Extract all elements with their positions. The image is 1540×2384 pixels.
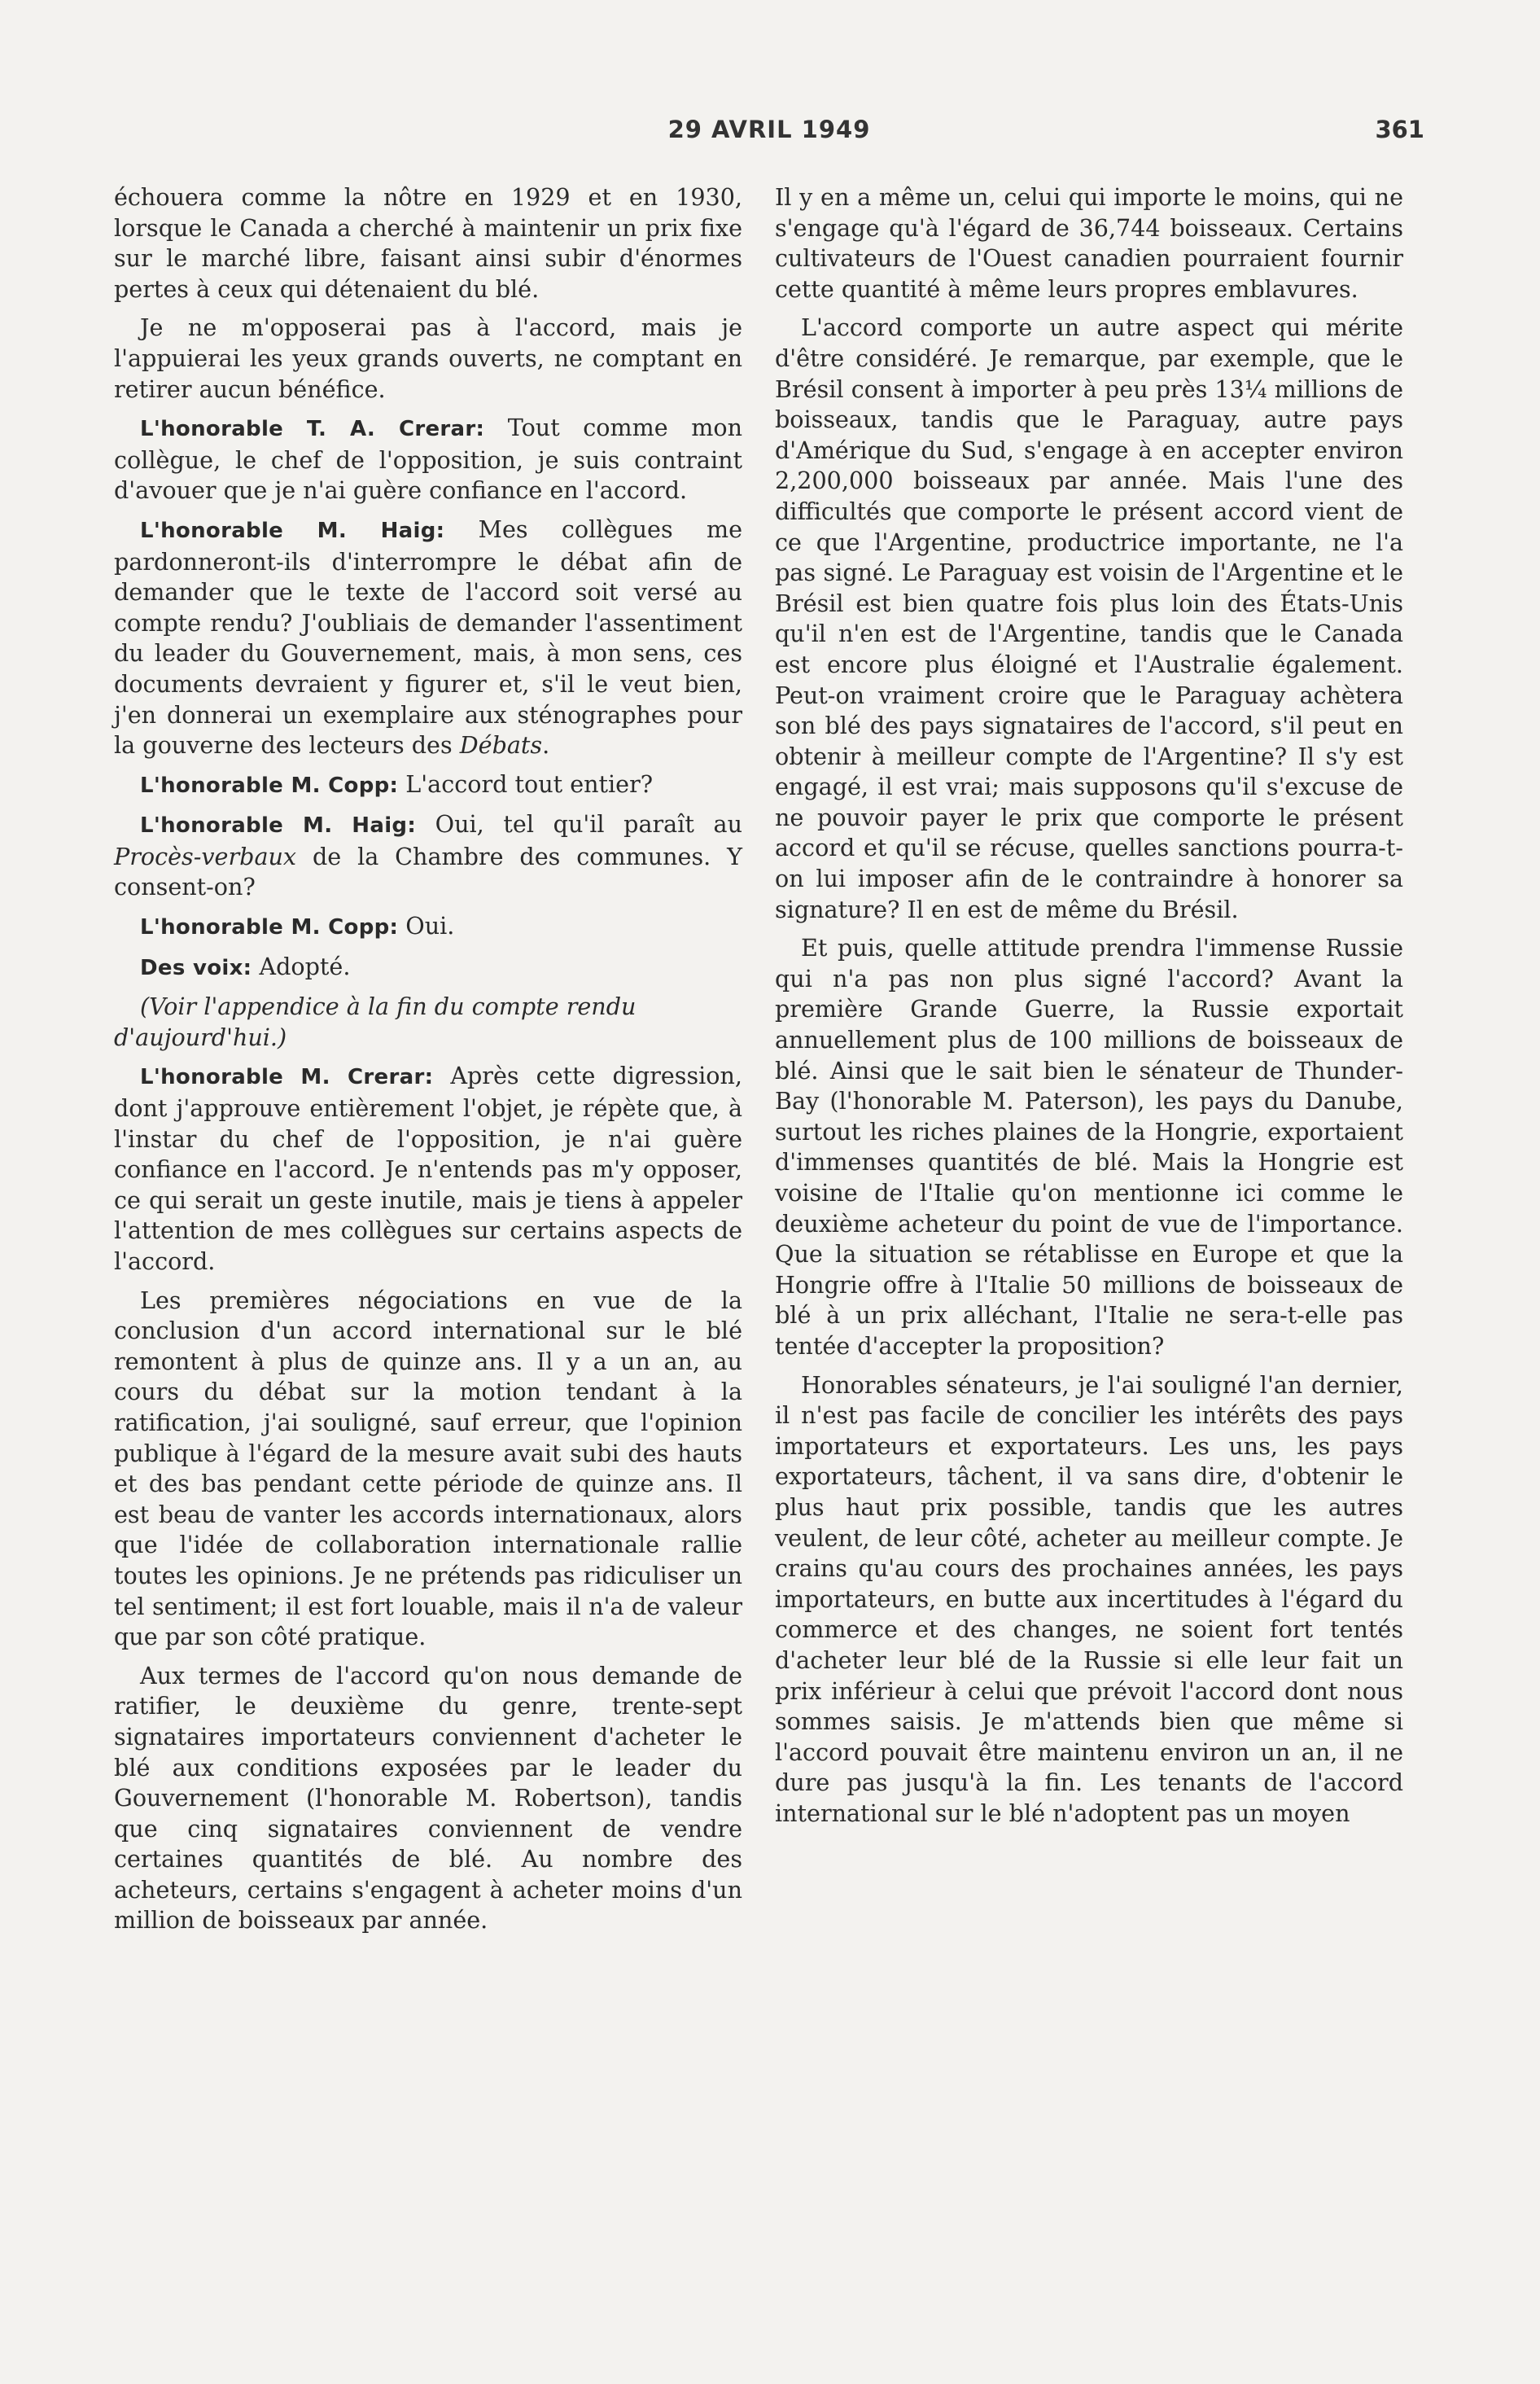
paragraph: Et puis, quelle attitude prendra l'immense Russie qui n'a pas non plus signé l'accord? Avant la première Grande Guerre, la Russie exportait annuellement plus de 100 millions de boisseaux de blé. Ainsi que le sait bien le sénateur de Thunder-Bay (l'honorable M. Paterson), les pays du Danube, surtout les riches plaines de la Hongrie, exportaient d'immenses quantités de blé. Mais la Hongrie est voisine de l'Italie qu'on mentionne ici comme le deuxième acheteur du point de vue de l'importance. Que la situation se rétablisse en Europe et que la Hongrie offre à l'Italie 50 millions de boisseaux de blé à un prix alléchant, l'Italie ne sera-t-elle pas tentée d'accepter la proposition? xyxy=(775,934,1403,1360)
paragraph: Je ne m'opposerai pas à l'accord, mais je l'appuierai les yeux grands ouverts, ne comptant en retirer aucun bénéfice. xyxy=(114,313,742,403)
italic-title: Procès-verbaux xyxy=(114,842,297,870)
speaker-name: L'honorable M. Copp: xyxy=(140,773,399,798)
speaker-name: L'honorable T. A. Crerar: xyxy=(140,417,485,442)
speech-paragraph xyxy=(114,911,742,944)
page-header xyxy=(114,116,1424,151)
left-column xyxy=(114,182,742,1944)
speech-paragraph xyxy=(114,413,742,506)
speech-paragraph xyxy=(114,1061,742,1277)
speaker-name: L'honorable M. Copp: xyxy=(140,915,399,940)
speech-paragraph xyxy=(114,952,742,984)
paragraph: échouera comme la nôtre en 1929 et en 1930, lorsque le Canada a cherché à maintenir un prix fixe sur le marché libre, faisant ainsi subir d'énormes pertes à ceux qui détenaient du blé. xyxy=(114,183,742,303)
speaker-name: L'honorable M. Haig: xyxy=(140,813,417,839)
paragraph: Aux termes de l'accord qu'on nous demande de ratifier, le deuxième du genre, trente-sept signataires importateurs conviennent d'acheter le blé aux conditions exposées par le leader du Gouvernement (l'honorable M. Robertson), tandis que cinq signataires conviennent de vendre certaines quantités de blé. Au nombre des acheteurs, certains s'engagent à acheter moins d'un million de boisseaux par année. xyxy=(114,1661,742,1935)
appendix-note: (Voir l'appendice à la fin du compte rendu d'aujourd'hui.) xyxy=(114,993,637,1051)
speech-text: L'accord tout entier? xyxy=(398,769,654,798)
speech-text: Adopté. xyxy=(252,952,351,980)
speech-paragraph xyxy=(114,809,742,903)
speech-text: . xyxy=(542,731,550,760)
paragraph: Il y en a même un, celui qui importe le moins, qui ne s'engage qu'à l'égard de 36,744 boisseaux. Certains cultivateurs de l'Ouest canadien pourraient fournir cette quantité à même leurs propres emblavures. xyxy=(775,183,1403,303)
speech-text: Tout comme mon collègue, le chef de l'opposition, je suis contraint d'avouer que je n'ai guère confiance en l'accord. xyxy=(114,414,742,505)
speech-text: Oui, tel qu'il paraît au xyxy=(416,810,742,839)
speech-paragraph xyxy=(114,769,742,802)
paragraph: Les premières négociations en vue de la conclusion d'un accord international sur le blé remontent à plus de quinze ans. Il y a un an, au cours du débat sur la motion tendant à la ratification, j'ai souligné, sauf erreur, que l'opinion publique à l'égard de la mesure avait subi des hauts et des bas pendant cette période de quinze ans. Il est beau de vanter les accords internationaux, alors que l'idée de collaboration internationale rallie toutes les opinions. Je ne prétends pas ridiculiser un tel sentiment; il est fort louable, mais il n'a de valeur que par son côté pratique. xyxy=(114,1286,742,1651)
speech-paragraph xyxy=(114,515,742,761)
page-number: 361 xyxy=(1375,116,1424,143)
speech-text: Après cette digression, dont j'approuve entièrement l'objet, je répète que, à l'instar du chef de l'opposition, je n'ai guère confiance en l'accord. Je n'entends pas m'y opposer, ce qui serait un geste inutile, mais je tiens à appeler l'attention de mes collègues sur certains aspects de l'accord. xyxy=(114,1062,743,1275)
speech-text: de la Chambre des communes. Y consent-on? xyxy=(114,842,742,901)
right-column xyxy=(775,182,1403,1837)
paragraph: L'accord comporte un autre aspect qui mérite d'être considéré. Je remarque, par exemple, que le Brésil consent à importer à peu près 13¼ millions de boisseaux, tandis que le Paraguay, autre pays d'Amérique du Sud, s'engage à en accepter environ 2,200,000 boisseaux par année. Mais l'une des difficultés que comporte le présent accord vient de ce que l'Argentine, productrice importante, ne l'a pas signé. Le Paraguay est voisin de l'Argentine et le Brésil est bien quatre fois plus loin des États-Unis qu'il n'en est de l'Argentine, tandis que le Canada est encore plus éloigné et l'Australie également. Peut-on vraiment croire que le Paraguay achètera son blé des pays signataires de l'accord, s'il peut en obtenir à meilleur compte de l'Argentine? Il s'y est engagé, il est vrai; mais supposons qu'il s'excuse de ne pouvoir payer le prix que comporte le présent accord et qu'il se récuse, quelles sanctions pourra-t-on lui imposer afin de le contraindre à honorer sa signature? Il en est de même du Brésil. xyxy=(775,313,1403,923)
speaker-name: L'honorable M. Crerar: xyxy=(140,1065,434,1090)
speech-text: Mes collègues me pardonneront-ils d'interrompre le débat afin de demander que le texte de l'accord soit versé au compte rendu? J'oubliais de demander l'assentiment du leader du Gouvernement, mais, à mon sens, ces documents devraient y figurer et, s'il le veut bien, j'en donnerai un exemplaire aux sténographes pour la gouverne des lecteurs des xyxy=(114,515,743,760)
speaker-name: L'honorable M. Haig: xyxy=(140,518,445,543)
italic-title: Débats xyxy=(459,731,543,760)
speaker-name: Des voix: xyxy=(140,955,252,980)
paragraph: Honorables sénateurs, je l'ai souligné l'an dernier, il n'est pas facile de concilier les intérêts des pays importateurs et exportateurs. Les uns, les pays exportateurs, tâchent, il va sans dire, d'obtenir le plus haut prix possible, tandis que les autres veulent, de leur côté, acheter au meilleur compte. Je crains qu'au cours des prochaines années, les pays importateurs, en butte aux incertitudes à l'égard du commerce et des changes, ne soient fort tentés d'acheter leur blé de la Russie si elle leur fait un prix inférieur à celui que prévoit l'accord dont nous sommes saisis. Je m'attends bien que même si l'accord pouvait être maintenu environ un an, il ne dure pas jusqu'à la fin. Les tenants de l'accord international sur le blé n'adoptent pas un moyen xyxy=(775,1370,1403,1827)
speech-text: Oui. xyxy=(398,912,455,940)
header-date: 29 AVRIL 1949 xyxy=(667,116,871,143)
